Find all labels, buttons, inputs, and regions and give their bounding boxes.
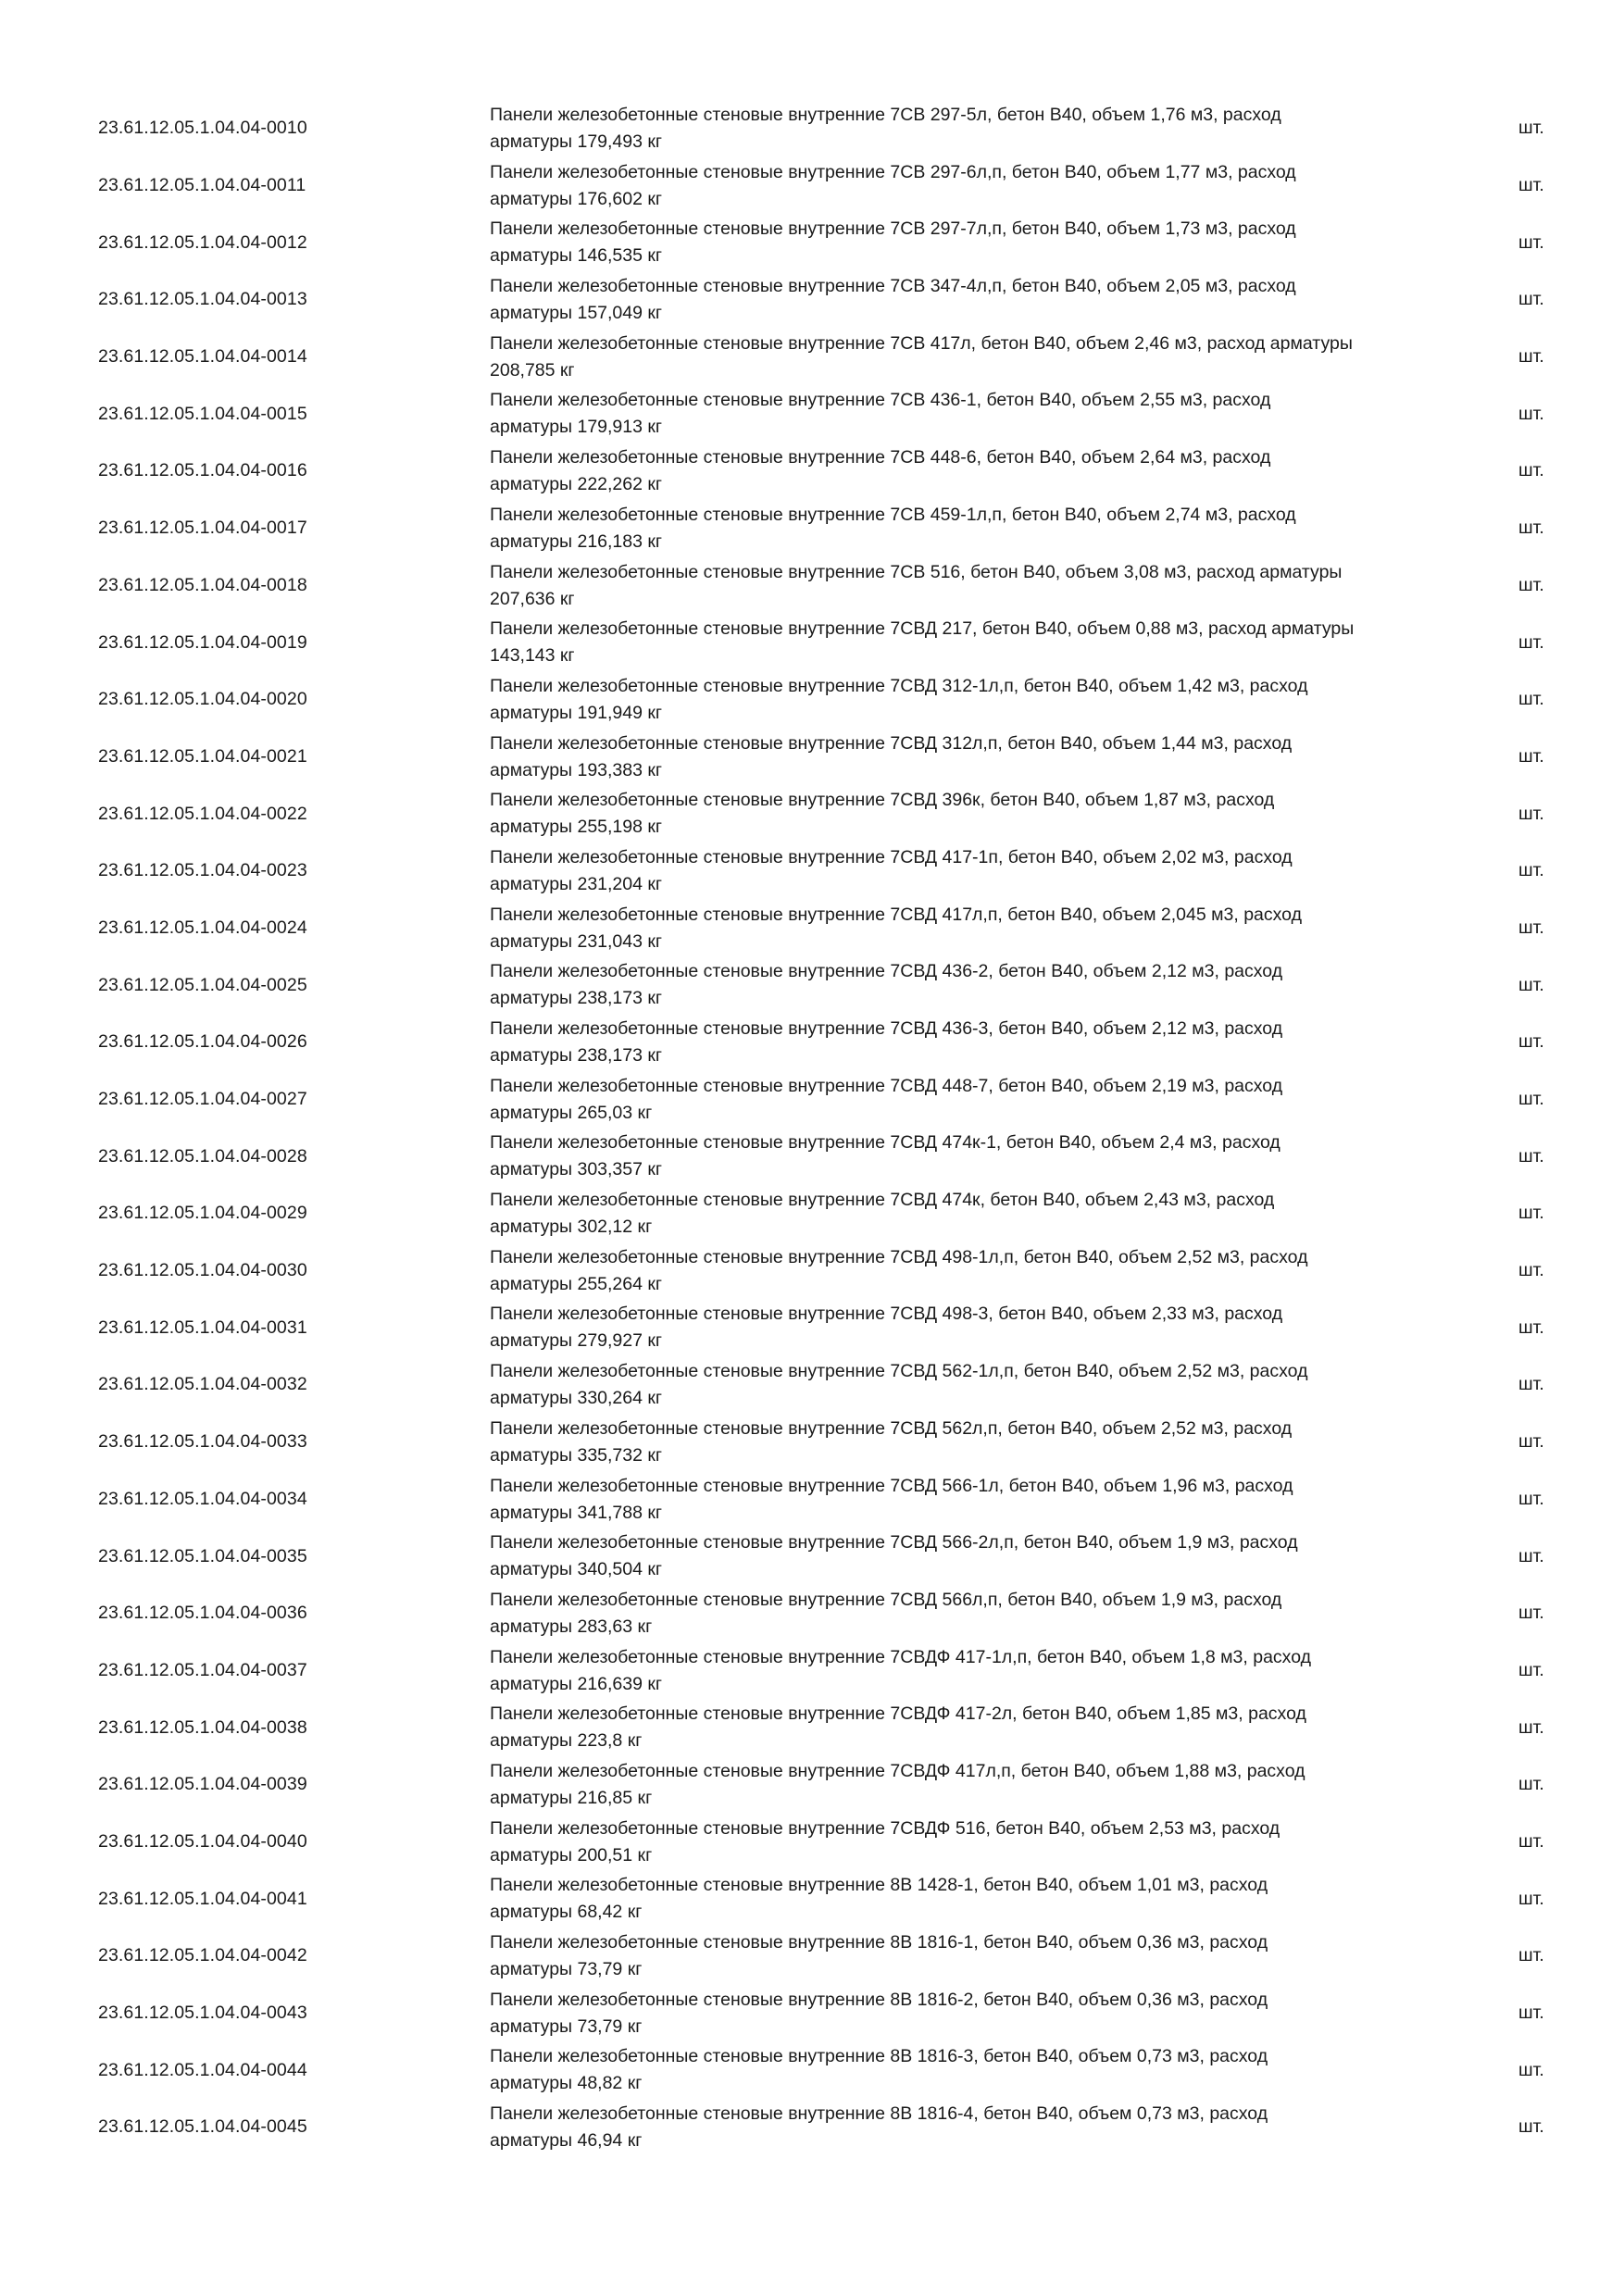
item-code: 23.61.12.05.1.04.04-0043 bbox=[98, 2003, 307, 2024]
description-line-1: Панели железобетонные стеновые внутренние 7СВ 297-5л, бетон В40, объем 1,76 м3, расход bbox=[490, 105, 1281, 125]
unit-of-measure: шт. bbox=[1518, 803, 1544, 824]
table-row bbox=[0, 2041, 1624, 2099]
item-code: 23.61.12.05.1.04.04-0045 bbox=[98, 2116, 307, 2138]
table-row bbox=[0, 1356, 1624, 1414]
item-code: 23.61.12.05.1.04.04-0036 bbox=[98, 1603, 307, 1624]
table-row bbox=[0, 1528, 1624, 1585]
item-description bbox=[490, 1244, 1453, 1298]
item-code: 23.61.12.05.1.04.04-0028 bbox=[98, 1145, 307, 1167]
table-row bbox=[0, 1242, 1624, 1300]
unit-of-measure: шт. bbox=[1518, 1316, 1544, 1338]
item-code: 23.61.12.05.1.04.04-0013 bbox=[98, 289, 307, 310]
description-line-2: арматуры 231,043 кг bbox=[490, 930, 663, 952]
description-line-2: арматуры 335,732 кг bbox=[490, 1444, 663, 1466]
description-line-2: 208,785 кг bbox=[490, 359, 575, 381]
item-description bbox=[490, 1416, 1453, 1469]
description-line-1: Панели железобетонные стеновые внутренние 7СВД 436-2, бетон В40, объем 2,12 м3, расход bbox=[490, 961, 1283, 982]
item-description bbox=[490, 902, 1453, 955]
description-line-1: Панели железобетонные стеновые внутренние 7СВДФ 516, бетон В40, объем 2,53 м3, расход bbox=[490, 1817, 1280, 1839]
item-description bbox=[490, 1301, 1453, 1354]
unit-of-measure: шт. bbox=[1518, 518, 1544, 539]
unit-of-measure: шт. bbox=[1518, 1260, 1544, 1281]
item-code: 23.61.12.05.1.04.04-0026 bbox=[98, 1031, 307, 1053]
table-row bbox=[0, 785, 1624, 842]
description-line-2: арматуры 216,183 кг bbox=[490, 530, 663, 552]
item-description bbox=[490, 1816, 1453, 1869]
item-description bbox=[490, 502, 1453, 555]
item-code: 23.61.12.05.1.04.04-0015 bbox=[98, 403, 307, 424]
description-line-2: арматуры 238,173 кг bbox=[490, 988, 663, 1009]
item-code: 23.61.12.05.1.04.04-0030 bbox=[98, 1260, 307, 1281]
item-code: 23.61.12.05.1.04.04-0021 bbox=[98, 745, 307, 767]
description-line-2: арматуры 157,049 кг bbox=[490, 303, 663, 324]
item-description bbox=[490, 1358, 1453, 1412]
description-line-1: Панели железобетонные стеновые внутренние 8В 1816-3, бетон В40, объем 0,73 м3, расход bbox=[490, 2046, 1268, 2067]
item-description bbox=[490, 331, 1453, 384]
table-row bbox=[0, 1756, 1624, 1814]
unit-of-measure: шт. bbox=[1518, 2059, 1544, 2080]
description-line-1: Панели железобетонные стеновые внутренние 7СВД 396к, бетон В40, объем 1,87 м3, расход bbox=[490, 790, 1275, 811]
table-row bbox=[0, 271, 1624, 329]
description-line-1: Панели железобетонные стеновые внутренние 7СВД 417л,п, бетон В40, объем 2,045 м3, расход bbox=[490, 904, 1302, 925]
description-line-1: Панели железобетонные стеновые внутренние 8В 1816-4, бетон В40, объем 0,73 м3, расход bbox=[490, 2103, 1268, 2125]
item-description bbox=[490, 1644, 1453, 1698]
item-code: 23.61.12.05.1.04.04-0041 bbox=[98, 1888, 307, 1909]
description-line-1: Панели железобетонные стеновые внутренние 7СВД 448-7, бетон В40, объем 2,19 м3, расход bbox=[490, 1075, 1283, 1096]
unit-of-measure: шт. bbox=[1518, 346, 1544, 368]
description-line-1: Панели железобетонные стеновые внутренние 7СВ 436-1, бетон В40, объем 2,55 м3, расход bbox=[490, 390, 1271, 411]
description-line-1: Панели железобетонные стеновые внутренние 7СВД 498-1л,п, бетон В40, объем 2,52 м3, расход bbox=[490, 1246, 1308, 1267]
table-row bbox=[0, 214, 1624, 271]
item-description bbox=[490, 1187, 1453, 1241]
description-line-1: Панели железобетонные стеновые внутренние 7СВД 312-1л,п, бетон В40, объем 1,42 м3, расход bbox=[490, 675, 1308, 696]
item-code: 23.61.12.05.1.04.04-0014 bbox=[98, 346, 307, 368]
table-row bbox=[0, 557, 1624, 615]
unit-of-measure: шт. bbox=[1518, 917, 1544, 938]
unit-of-measure: шт. bbox=[1518, 2003, 1544, 2024]
description-line-2: арматуры 200,51 кг bbox=[490, 1844, 653, 1866]
item-description bbox=[490, 787, 1453, 841]
item-code: 23.61.12.05.1.04.04-0012 bbox=[98, 231, 307, 253]
description-line-2: арматуры 179,493 кг bbox=[490, 131, 663, 152]
item-code: 23.61.12.05.1.04.04-0022 bbox=[98, 803, 307, 824]
description-line-2: арматуры 176,602 кг bbox=[490, 188, 663, 209]
item-description bbox=[490, 1758, 1453, 1812]
description-line-1: Панели железобетонные стеновые внутренние 7СВД 566-2л,п, бетон В40, объем 1,9 м3, расход bbox=[490, 1532, 1298, 1554]
description-line-1: Панели железобетонные стеновые внутренние 7СВД 436-3, бетон В40, объем 2,12 м3, расход bbox=[490, 1018, 1283, 1039]
description-line-1: Панели железобетонные стеновые внутренние 7СВД 417-1п, бетон В40, объем 2,02 м3, расход bbox=[490, 846, 1293, 867]
description-line-2: арматуры 222,262 кг bbox=[490, 474, 663, 495]
item-description bbox=[490, 216, 1453, 269]
description-line-2: арматуры 265,03 кг bbox=[490, 1102, 653, 1123]
description-line-1: Панели железобетонные стеновые внутренние 7СВД 474к, бетон В40, объем 2,43 м3, расход bbox=[490, 1190, 1275, 1211]
description-line-1: Панели железобетонные стеновые внутренние 7СВД 217, бетон В40, объем 0,88 м3, расход арматуры bbox=[490, 618, 1355, 640]
table-row bbox=[0, 1585, 1624, 1642]
item-description bbox=[490, 1987, 1453, 2040]
item-description bbox=[490, 1129, 1453, 1183]
unit-of-measure: шт. bbox=[1518, 1888, 1544, 1909]
description-line-2: арматуры 68,42 кг bbox=[490, 1902, 643, 1923]
item-description bbox=[490, 1473, 1453, 1527]
description-line-1: Панели железобетонные стеновые внутренние 7СВ 417л, бетон В40, объем 2,46 м3, расход арматуры bbox=[490, 332, 1353, 354]
unit-of-measure: шт. bbox=[1518, 175, 1544, 196]
table-row bbox=[0, 1071, 1624, 1129]
table-row bbox=[0, 1014, 1624, 1071]
item-description bbox=[490, 102, 1453, 156]
item-description bbox=[490, 1872, 1453, 1926]
description-line-1: Панели железобетонные стеновые внутренние 8В 1428-1, бетон В40, объем 1,01 м3, расход bbox=[490, 1875, 1268, 1896]
item-description bbox=[490, 2101, 1453, 2154]
unit-of-measure: шт. bbox=[1518, 1830, 1544, 1852]
table-row bbox=[0, 842, 1624, 900]
table-row bbox=[0, 1185, 1624, 1242]
unit-of-measure: шт. bbox=[1518, 1659, 1544, 1680]
item-code: 23.61.12.05.1.04.04-0010 bbox=[98, 118, 307, 139]
item-description bbox=[490, 1073, 1453, 1127]
description-line-2: арматуры 255,198 кг bbox=[490, 817, 663, 838]
item-code: 23.61.12.05.1.04.04-0027 bbox=[98, 1089, 307, 1110]
item-code: 23.61.12.05.1.04.04-0033 bbox=[98, 1431, 307, 1453]
description-line-2: арматуры 231,204 кг bbox=[490, 873, 663, 894]
description-line-1: Панели железобетонные стеновые внутренние 7СВД 498-3, бетон В40, объем 2,33 м3, расход bbox=[490, 1304, 1283, 1325]
item-code: 23.61.12.05.1.04.04-0024 bbox=[98, 917, 307, 938]
item-code: 23.61.12.05.1.04.04-0019 bbox=[98, 631, 307, 653]
description-line-1: Панели железобетонные стеновые внутренние 7СВДФ 417-1л,п, бетон В40, объем 1,8 м3, расход bbox=[490, 1646, 1312, 1667]
description-line-2: арматуры 146,535 кг bbox=[490, 245, 663, 267]
item-description bbox=[490, 444, 1453, 498]
description-line-2: арматуры 302,12 кг bbox=[490, 1217, 653, 1238]
table-row bbox=[0, 956, 1624, 1014]
description-line-2: арматуры 73,79 кг bbox=[490, 2015, 643, 2037]
unit-of-measure: шт. bbox=[1518, 1545, 1544, 1566]
item-code: 23.61.12.05.1.04.04-0018 bbox=[98, 574, 307, 595]
table-row bbox=[0, 1642, 1624, 1700]
description-line-2: арматуры 73,79 кг bbox=[490, 1959, 643, 1979]
description-line-2: арматуры 48,82 кг bbox=[490, 2073, 643, 2094]
unit-of-measure: шт. bbox=[1518, 1431, 1544, 1453]
unit-of-measure: шт. bbox=[1518, 689, 1544, 710]
description-line-2: арматуры 191,949 кг bbox=[490, 702, 663, 723]
table-row bbox=[0, 500, 1624, 557]
description-line-1: Панели железобетонные стеновые внутренние 7СВ 347-4л,п, бетон В40, объем 2,05 м3, расход bbox=[490, 276, 1296, 297]
table-row bbox=[0, 157, 1624, 215]
item-description bbox=[490, 730, 1453, 784]
item-code: 23.61.12.05.1.04.04-0017 bbox=[98, 518, 307, 539]
table-row bbox=[0, 1299, 1624, 1356]
description-line-1: Панели железобетонные стеновые внутренние 7СВД 566л,п, бетон В40, объем 1,9 м3, расход bbox=[490, 1589, 1282, 1610]
table-row bbox=[0, 385, 1624, 443]
description-line-1: Панели железобетонные стеновые внутренние 7СВ 516, бетон В40, объем 3,08 м3, расход арматуры bbox=[490, 561, 1343, 582]
description-line-1: Панели железобетонные стеновые внутренние 7СВД 566-1л, бетон В40, объем 1,96 м3, расход bbox=[490, 1475, 1293, 1496]
description-line-1: Панели железобетонные стеновые внутренние 7СВ 448-6, бетон В40, объем 2,64 м3, расход bbox=[490, 447, 1271, 468]
unit-of-measure: шт. bbox=[1518, 1374, 1544, 1395]
table-row bbox=[0, 443, 1624, 500]
item-code: 23.61.12.05.1.04.04-0039 bbox=[98, 1774, 307, 1795]
item-code: 23.61.12.05.1.04.04-0035 bbox=[98, 1545, 307, 1566]
table-row bbox=[0, 1814, 1624, 1871]
unit-of-measure: шт. bbox=[1518, 1774, 1544, 1795]
description-line-1: Панели железобетонные стеновые внутренние 7СВД 562-1л,п, бетон В40, объем 2,52 м3, расход bbox=[490, 1361, 1308, 1382]
description-line-2: 207,636 кг bbox=[490, 588, 575, 609]
table-row bbox=[0, 614, 1624, 671]
unit-of-measure: шт. bbox=[1518, 231, 1544, 253]
table-row bbox=[0, 1928, 1624, 1985]
item-description bbox=[490, 273, 1453, 327]
item-description bbox=[490, 559, 1453, 613]
table-row bbox=[0, 1471, 1624, 1529]
table-row bbox=[0, 671, 1624, 729]
table-row bbox=[0, 1985, 1624, 2042]
description-line-1: Панели железобетонные стеновые внутренние 7СВД 562л,п, бетон В40, объем 2,52 м3, расход bbox=[490, 1417, 1293, 1439]
description-line-2: арматуры 46,94 кг bbox=[490, 2130, 643, 2152]
description-line-2: арматуры 330,264 кг bbox=[490, 1388, 663, 1409]
table-row bbox=[0, 100, 1624, 157]
table-row bbox=[0, 2099, 1624, 2156]
description-line-2: арматуры 279,927 кг bbox=[490, 1330, 663, 1352]
description-line-2: арматуры 193,383 кг bbox=[490, 759, 663, 780]
description-line-2: арматуры 340,504 кг bbox=[490, 1559, 663, 1580]
table-row bbox=[0, 329, 1624, 386]
description-line-1: Панели железобетонные стеновые внутренние 8В 1816-2, бетон В40, объем 0,36 м3, расход bbox=[490, 1989, 1268, 2010]
description-line-2: арматуры 303,357 кг bbox=[490, 1159, 663, 1180]
item-code: 23.61.12.05.1.04.04-0025 bbox=[98, 974, 307, 995]
table-row bbox=[0, 1870, 1624, 1928]
item-code: 23.61.12.05.1.04.04-0032 bbox=[98, 1374, 307, 1395]
description-line-1: Панели железобетонные стеновые внутренние 7СВД 312л,п, бетон В40, объем 1,44 м3, расход bbox=[490, 732, 1293, 754]
description-line-2: арматуры 223,8 кг bbox=[490, 1730, 643, 1752]
unit-of-measure: шт. bbox=[1518, 574, 1544, 595]
item-code: 23.61.12.05.1.04.04-0040 bbox=[98, 1830, 307, 1852]
materials-table bbox=[0, 100, 1624, 2156]
item-description bbox=[490, 1701, 1453, 1754]
item-code: 23.61.12.05.1.04.04-0016 bbox=[98, 460, 307, 481]
unit-of-measure: шт. bbox=[1518, 1945, 1544, 1966]
unit-of-measure: шт. bbox=[1518, 1203, 1544, 1224]
unit-of-measure: шт. bbox=[1518, 118, 1544, 139]
description-line-1: Панели железобетонные стеновые внутренние 7СВ 459-1л,п, бетон В40, объем 2,74 м3, расход bbox=[490, 504, 1296, 525]
description-line-1: Панели железобетонные стеновые внутренние 7СВДФ 417л,п, бетон В40, объем 1,88 м3, расход bbox=[490, 1760, 1305, 1781]
table-row bbox=[0, 900, 1624, 957]
item-code: 23.61.12.05.1.04.04-0023 bbox=[98, 860, 307, 881]
item-description bbox=[490, 159, 1453, 213]
description-line-1: Панели железобетонные стеновые внутренние 7СВДФ 417-2л, бетон В40, объем 1,85 м3, расход bbox=[490, 1703, 1306, 1725]
item-code: 23.61.12.05.1.04.04-0042 bbox=[98, 1945, 307, 1966]
description-line-1: Панели железобетонные стеновые внутренние 7СВД 474к-1, бетон В40, объем 2,4 м3, расход bbox=[490, 1132, 1280, 1154]
description-line-1: Панели железобетонные стеновые внутренние 7СВ 297-6л,п, бетон В40, объем 1,77 м3, расход bbox=[490, 161, 1296, 182]
description-line-2: арматуры 179,913 кг bbox=[490, 417, 663, 438]
item-code: 23.61.12.05.1.04.04-0020 bbox=[98, 689, 307, 710]
unit-of-measure: шт. bbox=[1518, 460, 1544, 481]
item-description bbox=[490, 387, 1453, 441]
unit-of-measure: шт. bbox=[1518, 974, 1544, 995]
description-line-2: арматуры 255,264 кг bbox=[490, 1273, 663, 1294]
unit-of-measure: шт. bbox=[1518, 745, 1544, 767]
unit-of-measure: шт. bbox=[1518, 403, 1544, 424]
unit-of-measure: шт. bbox=[1518, 860, 1544, 881]
item-description bbox=[490, 616, 1453, 669]
item-description bbox=[490, 1587, 1453, 1641]
item-code: 23.61.12.05.1.04.04-0031 bbox=[98, 1316, 307, 1338]
item-description bbox=[490, 844, 1453, 898]
unit-of-measure: шт. bbox=[1518, 1716, 1544, 1738]
table-row bbox=[0, 729, 1624, 786]
item-code: 23.61.12.05.1.04.04-0044 bbox=[98, 2059, 307, 2080]
unit-of-measure: шт. bbox=[1518, 631, 1544, 653]
unit-of-measure: шт. bbox=[1518, 289, 1544, 310]
table-row bbox=[0, 1128, 1624, 1185]
table-row bbox=[0, 1414, 1624, 1471]
item-code: 23.61.12.05.1.04.04-0038 bbox=[98, 1716, 307, 1738]
description-line-2: арматуры 283,63 кг bbox=[490, 1616, 653, 1637]
unit-of-measure: шт. bbox=[1518, 1603, 1544, 1624]
item-code: 23.61.12.05.1.04.04-0034 bbox=[98, 1488, 307, 1509]
item-code: 23.61.12.05.1.04.04-0037 bbox=[98, 1659, 307, 1680]
description-line-2: арматуры 238,173 кг bbox=[490, 1045, 663, 1066]
description-line-2: 143,143 кг bbox=[490, 645, 575, 667]
description-line-2: арматуры 341,788 кг bbox=[490, 1502, 663, 1523]
table-row bbox=[0, 1699, 1624, 1756]
unit-of-measure: шт. bbox=[1518, 1089, 1544, 1110]
item-code: 23.61.12.05.1.04.04-0011 bbox=[98, 175, 306, 196]
item-description bbox=[490, 1929, 1453, 1983]
unit-of-measure: шт. bbox=[1518, 1488, 1544, 1509]
item-description bbox=[490, 2043, 1453, 2097]
item-code: 23.61.12.05.1.04.04-0029 bbox=[98, 1203, 307, 1224]
description-line-1: Панели железобетонные стеновые внутренние 7СВ 297-7л,п, бетон В40, объем 1,73 м3, расход bbox=[490, 218, 1296, 240]
description-line-1: Панели железобетонные стеновые внутренние 8В 1816-1, бетон В40, объем 0,36 м3, расход bbox=[490, 1932, 1268, 1953]
item-description bbox=[490, 1529, 1453, 1583]
unit-of-measure: шт. bbox=[1518, 1031, 1544, 1053]
item-description bbox=[490, 1016, 1453, 1069]
description-line-2: арматуры 216,639 кг bbox=[490, 1673, 663, 1694]
item-description bbox=[490, 958, 1453, 1012]
description-line-2: арматуры 216,85 кг bbox=[490, 1787, 653, 1808]
item-description bbox=[490, 673, 1453, 727]
unit-of-measure: шт. bbox=[1518, 1145, 1544, 1167]
unit-of-measure: шт. bbox=[1518, 2116, 1544, 2138]
